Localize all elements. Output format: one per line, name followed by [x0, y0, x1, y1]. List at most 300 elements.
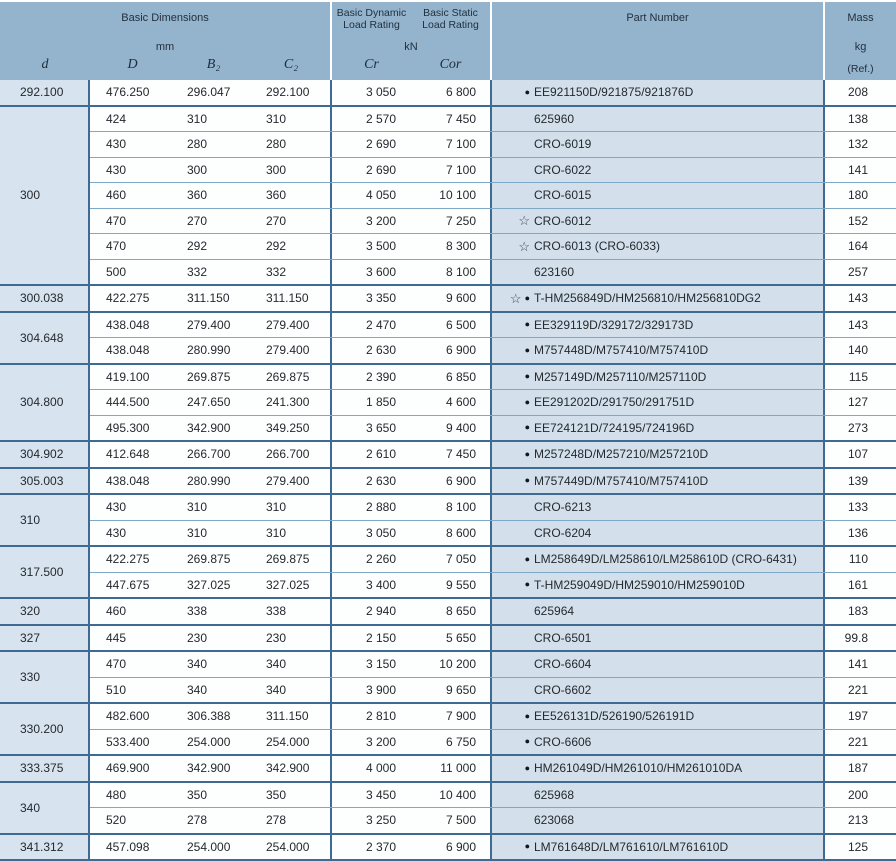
cell-d: 305.003	[0, 469, 90, 494]
bullet-icon: ●	[525, 764, 530, 773]
cell-mass: 200	[823, 783, 896, 808]
table-row	[90, 495, 896, 520]
cell-part-number	[490, 390, 823, 415]
table-row	[90, 807, 896, 833]
cell-B2: 247.650	[175, 390, 252, 415]
part-number-text: 625964	[530, 604, 574, 618]
d-group	[0, 756, 896, 783]
cell-Cor: 6 900	[410, 469, 490, 494]
cell-D: 510	[90, 678, 175, 703]
part-markers	[496, 398, 530, 407]
part-markers	[496, 372, 530, 381]
cell-C2: 254.000	[252, 730, 330, 755]
cell-part-number	[490, 338, 823, 363]
cell-Cor: 8 100	[410, 260, 490, 285]
cell-part-number	[490, 678, 823, 703]
group-rows	[90, 286, 896, 311]
table-row	[90, 783, 896, 808]
d-group	[0, 652, 896, 704]
cell-B2: 342.900	[175, 416, 252, 441]
header-kg-unit: kg	[855, 36, 867, 57]
cell-C2: 340	[252, 652, 330, 677]
cell-part-number	[490, 756, 823, 781]
cell-B2: 266.700	[175, 442, 252, 467]
cell-D: 447.675	[90, 573, 175, 598]
cell-D: 430	[90, 158, 175, 183]
table-row	[90, 107, 896, 132]
cell-mass: 180	[823, 183, 896, 208]
bullet-icon: ●	[525, 320, 530, 329]
cell-B2: 269.875	[175, 547, 252, 572]
part-number-text: EE921150D/921875/921876D	[530, 85, 693, 99]
part-number-text: EE329119D/329172/329173D	[530, 318, 693, 332]
cell-D: 469.900	[90, 756, 175, 781]
cell-Cr: 3 600	[330, 260, 410, 285]
cell-Cr: 3 650	[330, 416, 410, 441]
cell-part-number	[490, 469, 823, 494]
header-basic-dimensions-label: Basic Dimensions	[0, 2, 330, 36]
group-rows	[90, 442, 896, 467]
cell-mass: 197	[823, 704, 896, 729]
bullet-icon: ●	[525, 555, 530, 564]
header-part-number-label: Part Number	[492, 2, 823, 36]
cell-Cr: 2 690	[330, 158, 410, 183]
cell-part-number	[490, 158, 823, 183]
d-group	[0, 547, 896, 599]
part-markers	[496, 764, 530, 773]
cell-Cor: 8 100	[410, 495, 490, 520]
table-row	[90, 442, 896, 467]
part-markers	[496, 346, 530, 355]
cell-mass: 208	[823, 80, 896, 105]
cell-mass: 133	[823, 495, 896, 520]
part-markers	[496, 320, 530, 329]
cell-part-number	[490, 365, 823, 390]
d-group	[0, 626, 896, 653]
cell-Cr: 2 810	[330, 704, 410, 729]
cell-B2: 280.990	[175, 469, 252, 494]
cell-C2: 310	[252, 495, 330, 520]
part-markers	[496, 712, 530, 721]
cell-Cor: 8 600	[410, 521, 490, 546]
cell-part-number	[490, 495, 823, 520]
cell-Cr: 2 150	[330, 626, 410, 651]
cell-part-number	[490, 234, 823, 259]
cell-Cor: 7 250	[410, 209, 490, 234]
part-markers	[496, 292, 530, 305]
cell-part-number	[490, 835, 823, 860]
header-mass-block	[823, 2, 896, 80]
cell-d: 310	[0, 495, 90, 545]
cell-Cor: 7 450	[410, 107, 490, 132]
group-rows	[90, 313, 896, 363]
cell-d: 340	[0, 783, 90, 833]
cell-Cor: 6 900	[410, 338, 490, 363]
cell-D: 430	[90, 495, 175, 520]
cell-C2: 327.025	[252, 573, 330, 598]
cell-d: 327	[0, 626, 90, 651]
table-row	[90, 599, 896, 624]
cell-B2: 279.400	[175, 313, 252, 338]
cell-Cor: 6 800	[410, 80, 490, 105]
part-number-text: LM761648D/LM761610/LM761610D	[530, 840, 728, 854]
col-header-B2: B₂	[175, 57, 252, 73]
part-markers	[496, 555, 530, 564]
cell-Cr: 2 690	[330, 132, 410, 157]
d-group	[0, 783, 896, 835]
part-number-text: CRO-6213	[530, 500, 591, 514]
cell-Cor: 6 500	[410, 313, 490, 338]
cell-Cor: 10 200	[410, 652, 490, 677]
cell-B2: 280.990	[175, 338, 252, 363]
cell-D: 470	[90, 652, 175, 677]
cell-Cor: 7 100	[410, 158, 490, 183]
cell-C2: 270	[252, 209, 330, 234]
cell-Cor: 10 100	[410, 183, 490, 208]
part-markers	[496, 580, 530, 589]
part-number-text: CRO-6606	[530, 735, 591, 749]
part-number-text: CRO-6013 (CRO-6033)	[530, 239, 660, 253]
part-number-text: 625968	[530, 788, 574, 802]
part-number-text: 623068	[530, 813, 574, 827]
cell-part-number	[490, 783, 823, 808]
cell-D: 438.048	[90, 338, 175, 363]
d-group	[0, 107, 896, 287]
part-markers	[496, 214, 530, 227]
cell-Cr: 3 250	[330, 808, 410, 833]
cell-C2: 280	[252, 132, 330, 157]
d-group	[0, 599, 896, 626]
table-row	[90, 756, 896, 781]
cell-part-number	[490, 599, 823, 624]
part-number-text: EE291202D/291750/291751D	[530, 395, 694, 409]
group-rows	[90, 783, 896, 833]
group-rows	[90, 704, 896, 754]
cell-Cr: 3 200	[330, 730, 410, 755]
cell-Cor: 9 400	[410, 416, 490, 441]
table-row	[90, 182, 896, 208]
group-rows	[90, 365, 896, 441]
cell-D: 430	[90, 132, 175, 157]
cell-Cor: 8 300	[410, 234, 490, 259]
col-header-Cor: Cor	[411, 57, 490, 73]
cell-d: 292.100	[0, 80, 90, 105]
cell-mass: 143	[823, 313, 896, 338]
cell-Cr: 4 000	[330, 756, 410, 781]
cell-mass: 138	[823, 107, 896, 132]
cell-B2: 340	[175, 652, 252, 677]
cell-Cr: 4 050	[330, 183, 410, 208]
cell-Cor: 9 650	[410, 678, 490, 703]
cell-Cr: 3 500	[330, 234, 410, 259]
cell-Cor: 11 000	[410, 756, 490, 781]
cell-part-number	[490, 183, 823, 208]
cell-Cr: 2 260	[330, 547, 410, 572]
table-row	[90, 415, 896, 441]
cell-part-number	[490, 132, 823, 157]
cell-mass: 141	[823, 652, 896, 677]
cell-D: 482.600	[90, 704, 175, 729]
cell-D: 438.048	[90, 313, 175, 338]
bullet-icon: ●	[525, 398, 530, 407]
bullet-icon: ●	[525, 450, 530, 459]
cell-D: 444.500	[90, 390, 175, 415]
cell-C2: 349.250	[252, 416, 330, 441]
cell-C2: 269.875	[252, 365, 330, 390]
cell-C2: 279.400	[252, 313, 330, 338]
table-header	[0, 2, 896, 80]
cell-D: 533.400	[90, 730, 175, 755]
part-number-text: CRO-6501	[530, 631, 591, 645]
cell-C2: 360	[252, 183, 330, 208]
cell-Cr: 2 470	[330, 313, 410, 338]
cell-mass: 125	[823, 835, 896, 860]
cell-Cr: 3 050	[330, 521, 410, 546]
part-number-text: CRO-6015	[530, 188, 591, 202]
header-load-rating-block	[330, 2, 490, 80]
part-number-text: M257149D/M257110/M257110D	[530, 370, 706, 384]
cell-part-number	[490, 286, 823, 311]
cell-B2: 310	[175, 521, 252, 546]
cell-B2: 332	[175, 260, 252, 285]
part-number-text: 623160	[530, 265, 574, 279]
cell-part-number	[490, 260, 823, 285]
part-markers	[496, 240, 530, 253]
part-number-text: CRO-6012	[530, 214, 591, 228]
d-group	[0, 313, 896, 365]
cell-B2: 296.047	[175, 80, 252, 105]
cell-part-number	[490, 808, 823, 833]
cell-Cr: 2 390	[330, 365, 410, 390]
cell-Cr: 3 350	[330, 286, 410, 311]
part-markers	[496, 450, 530, 459]
cell-D: 422.275	[90, 547, 175, 572]
cell-part-number	[490, 521, 823, 546]
table-row	[90, 729, 896, 755]
cell-D: 430	[90, 521, 175, 546]
cell-C2: 241.300	[252, 390, 330, 415]
cell-C2: 266.700	[252, 442, 330, 467]
cell-B2: 310	[175, 495, 252, 520]
cell-Cor: 5 650	[410, 626, 490, 651]
group-rows	[90, 469, 896, 494]
d-group	[0, 469, 896, 496]
cell-C2: 311.150	[252, 286, 330, 311]
star-icon: ☆	[510, 292, 522, 305]
cell-B2: 327.025	[175, 573, 252, 598]
part-markers	[496, 476, 530, 485]
cell-d: 304.648	[0, 313, 90, 363]
cell-C2: 254.000	[252, 835, 330, 860]
cell-C2: 300	[252, 158, 330, 183]
cell-mass: 257	[823, 260, 896, 285]
cell-mass: 213	[823, 808, 896, 833]
group-rows	[90, 80, 896, 105]
cell-mass: 136	[823, 521, 896, 546]
cell-d: 341.312	[0, 835, 90, 860]
group-rows	[90, 107, 896, 285]
part-number-text: CRO-6604	[530, 657, 591, 671]
cell-d: 300.038	[0, 286, 90, 311]
cell-mass: 132	[823, 132, 896, 157]
cell-B2: 230	[175, 626, 252, 651]
cell-Cor: 7 100	[410, 132, 490, 157]
cell-mass: 139	[823, 469, 896, 494]
cell-B2: 278	[175, 808, 252, 833]
cell-Cr: 2 630	[330, 338, 410, 363]
cell-B2: 269.875	[175, 365, 252, 390]
cell-part-number	[490, 416, 823, 441]
bullet-icon: ●	[525, 476, 530, 485]
bullet-icon: ●	[525, 423, 530, 432]
bullet-icon: ●	[525, 294, 530, 303]
col-header-C2: C₂	[252, 57, 330, 73]
part-number-text: EE724121D/724195/724196D	[530, 421, 694, 435]
star-icon: ☆	[518, 214, 530, 227]
part-markers	[496, 737, 530, 746]
cell-B2: 306.388	[175, 704, 252, 729]
cell-B2: 254.000	[175, 730, 252, 755]
cell-mass: 221	[823, 730, 896, 755]
cell-B2: 338	[175, 599, 252, 624]
cell-mass: 221	[823, 678, 896, 703]
cell-Cr: 2 940	[330, 599, 410, 624]
cell-part-number	[490, 209, 823, 234]
group-rows	[90, 495, 896, 545]
cell-Cr: 3 900	[330, 678, 410, 703]
cell-B2: 300	[175, 158, 252, 183]
cell-C2: 279.400	[252, 338, 330, 363]
cell-d: 304.800	[0, 365, 90, 441]
cell-part-number	[490, 626, 823, 651]
table-row	[90, 208, 896, 234]
part-number-text: CRO-6204	[530, 526, 591, 540]
table-row	[90, 652, 896, 677]
table-row	[90, 572, 896, 598]
cell-d: 320	[0, 599, 90, 624]
cell-part-number	[490, 442, 823, 467]
part-number-text: M257248D/M257210/M257210D	[530, 447, 708, 461]
cell-Cr: 2 370	[330, 835, 410, 860]
part-number-text: LM258649D/LM258610/LM258610D (CRO-6431)	[530, 552, 797, 566]
cell-B2: 311.150	[175, 286, 252, 311]
cell-Cor: 7 050	[410, 547, 490, 572]
cell-Cr: 2 630	[330, 469, 410, 494]
header-mm-unit: mm	[0, 36, 330, 57]
cell-part-number	[490, 652, 823, 677]
cell-C2: 292.100	[252, 80, 330, 105]
cell-Cr: 2 880	[330, 495, 410, 520]
header-ref-label: (Ref.)	[825, 57, 896, 80]
cell-B2: 254.000	[175, 835, 252, 860]
part-number-text: CRO-6019	[530, 137, 591, 151]
cell-C2: 310	[252, 107, 330, 132]
cell-C2: 338	[252, 599, 330, 624]
cell-mass: 164	[823, 234, 896, 259]
header-mass-label: Mass	[847, 2, 873, 36]
table-row	[90, 389, 896, 415]
cell-mass: 152	[823, 209, 896, 234]
table-row	[90, 157, 896, 183]
bullet-icon: ●	[525, 580, 530, 589]
part-number-text: EE526131D/526190/526191D	[530, 709, 694, 723]
cell-Cr: 2 610	[330, 442, 410, 467]
cell-Cr: 1 850	[330, 390, 410, 415]
cell-Cor: 7 900	[410, 704, 490, 729]
cell-Cor: 6 900	[410, 835, 490, 860]
table-row	[90, 131, 896, 157]
cell-Cor: 6 850	[410, 365, 490, 390]
cell-C2: 342.900	[252, 756, 330, 781]
bullet-icon: ●	[525, 88, 530, 97]
col-header-D: D	[90, 57, 175, 73]
cell-C2: 230	[252, 626, 330, 651]
cell-part-number	[490, 704, 823, 729]
part-number-text: HM261049D/HM261010/HM261010DA	[530, 761, 742, 775]
group-rows	[90, 756, 896, 781]
group-rows	[90, 652, 896, 702]
header-static-load-label: Basic Static Load Rating	[411, 2, 490, 36]
cell-B2: 292	[175, 234, 252, 259]
cell-d: 333.375	[0, 756, 90, 781]
bullet-icon: ●	[525, 737, 530, 746]
cell-mass: 187	[823, 756, 896, 781]
cell-C2: 278	[252, 808, 330, 833]
cell-Cor: 9 550	[410, 573, 490, 598]
cell-mass: 115	[823, 365, 896, 390]
cell-D: 495.300	[90, 416, 175, 441]
header-basic-dimensions-block	[0, 2, 330, 80]
cell-D: 412.648	[90, 442, 175, 467]
part-number-text: CRO-6022	[530, 163, 591, 177]
cell-D: 500	[90, 260, 175, 285]
cell-Cr: 3 400	[330, 573, 410, 598]
cell-Cr: 3 450	[330, 783, 410, 808]
cell-part-number	[490, 730, 823, 755]
cell-part-number	[490, 547, 823, 572]
d-group	[0, 442, 896, 469]
header-kn-unit: kN	[332, 36, 490, 57]
part-number-text: M757448D/M757410/M757410D	[530, 343, 708, 357]
cell-d: 330	[0, 652, 90, 702]
table-row	[90, 626, 896, 651]
part-number-text: CRO-6602	[530, 683, 591, 697]
cell-part-number	[490, 107, 823, 132]
cell-part-number	[490, 313, 823, 338]
cell-Cr: 3 050	[330, 80, 410, 105]
part-number-text: M757449D/M757410/M757410D	[530, 474, 708, 488]
cell-D: 445	[90, 626, 175, 651]
cell-B2: 270	[175, 209, 252, 234]
cell-C2: 332	[252, 260, 330, 285]
cell-mass: 110	[823, 547, 896, 572]
cell-B2: 280	[175, 132, 252, 157]
cell-d: 317.500	[0, 547, 90, 597]
col-header-Cr: Cr	[332, 57, 411, 73]
header-dynamic-load-label: Basic Dynamic Load Rating	[332, 2, 411, 36]
table-row	[90, 835, 896, 860]
cell-D: 457.098	[90, 835, 175, 860]
cell-mass: 273	[823, 416, 896, 441]
cell-mass: 183	[823, 599, 896, 624]
d-group	[0, 286, 896, 313]
part-markers	[496, 88, 530, 97]
table-row	[90, 520, 896, 546]
part-number-text: 625960	[530, 112, 574, 126]
table-row	[90, 704, 896, 729]
cell-mass: 99.8	[823, 626, 896, 651]
table-row	[90, 547, 896, 572]
